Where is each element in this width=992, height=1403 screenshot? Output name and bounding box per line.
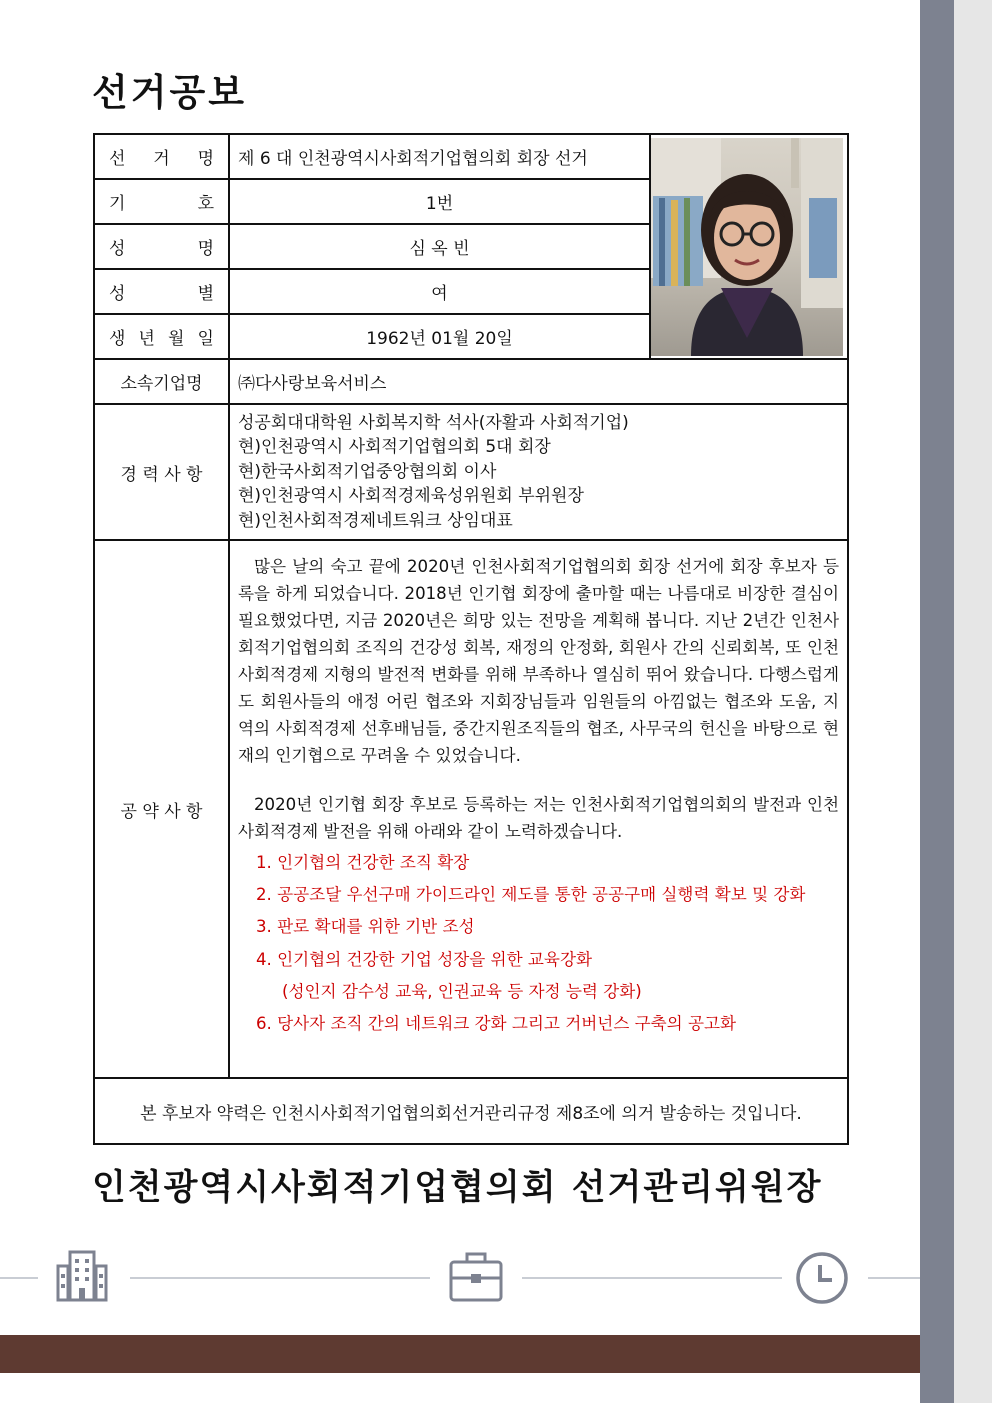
footer-title: 인천광역시사회적기업협의회 선거관리위원장 [92,1167,823,1208]
election-value: 제 6 대 인천광역시사회적기업협의회 회장 선거 [229,134,650,179]
name-label: 성 명 [94,224,229,269]
side-bar-dark [920,0,954,1403]
symbol-label: 기 호 [94,179,229,224]
pledge-paragraph-2: 2020년 인기협 회장 후보로 등록하는 저는 인천사회적기업협의회의 발전과 인천사회적경제 발전을 위해 아래와 같이 노력하겠습니다. [238,795,839,842]
career-item: 현)한국사회적기업중앙협의회 이사 [238,461,497,482]
pledge-list [238,847,839,1040]
candidate-photo [651,138,843,356]
candidate-table [93,133,849,1145]
briefcase-icon [448,1248,504,1304]
career-list [229,404,848,540]
pledge-item: 4. 인기협의 건강한 기업 성장을 위한 교육강화 [256,949,593,969]
pledge-label: 공 약 사 항 [94,540,229,1078]
symbol-value: 1번 [229,179,650,224]
election-label: 선 거 명 [94,134,229,179]
birth-label: 생 년 월 일 [94,314,229,359]
pledge-item-sub: (성인지 감수성 교육, 인권교육 등 자정 능력 강화) [282,981,642,1001]
career-label: 경 력 사 항 [94,404,229,540]
bottom-band [0,1335,920,1373]
gender-label: 성 별 [94,269,229,314]
pledge-content [229,540,848,1078]
career-item: 현)인천광역시 사회적경제육성위원회 부위원장 [238,486,584,507]
career-item: 성공회대대학원 사회복지학 석사(자활과 사회적기업) [238,413,629,433]
side-bar-light [954,0,992,1403]
pledge-paragraph-1: 많은 날의 숙고 끝에 2020년 인천사회적기업협의회 회장 선거에 회장 후보자 등록을 하게 되었습니다. 2018년 인기협 회장에 출마할 때는 나름대로 비장한 결심이 필요했었다면, 지금 2020년은 희망 있는 전망을 계획해 봅니다. 지난 2년간 인천사회적기업협의회 조직의 건강성 회복, 재정의 안정화, 회원사 간의 신뢰회복, 또 인천사회적경제 지형의 발전적 변화를 위해 부족하나 열심히 뛰어 왔습니다. 다행스럽게도 회원사들의 애정 어린 협조와 지회장님들과 임원들의 아낌없는 협조와 도움, 지역의 사회적경제 선후배님들, 중간지원조직들의 협조, 사무국의 헌신을 바탕으로 현재의 인기협으로 꾸려올 수 있었습니다. [238,557,839,766]
clock-icon [795,1251,849,1305]
career-item: 현)인천사회적경제네트워크 상임대표 [238,510,513,531]
pledge-item: 2. 공공조달 우선구매 가이드라인 제도를 통한 공공구매 실행력 확보 및 강화 [256,885,806,905]
notice-text: 본 후보자 약력은 인천시사회적기업협의회선거관리규정 제8조에 의거 발송하는 것입니다. [94,1078,848,1144]
candidate-photo-cell [650,134,848,359]
birth-value: 1962년 01월 20일 [229,314,650,359]
pledge-item: 6. 당사자 조직 간의 네트워크 강화 그리고 거버넌스 구축의 공고화 [256,1014,737,1034]
divider-line [522,1277,782,1279]
career-item: 현)인천광역시 사회적기업협의회 5대 회장 [238,437,551,458]
name-value: 심 옥 빈 [229,224,650,269]
pledge-item: 3. 판로 확대를 위한 기반 조성 [256,917,475,937]
pledge-item: 1. 인기협의 건강한 조직 확장 [256,853,470,873]
divider-line [0,1277,38,1279]
divider-line [868,1277,920,1279]
company-label: 소속기업명 [94,359,229,404]
building-icon [56,1250,108,1302]
gender-value: 여 [229,269,650,314]
company-value: ㈜다사랑보육서비스 [229,359,848,404]
page-title: 선거공보 [92,70,247,114]
divider-line [130,1277,430,1279]
